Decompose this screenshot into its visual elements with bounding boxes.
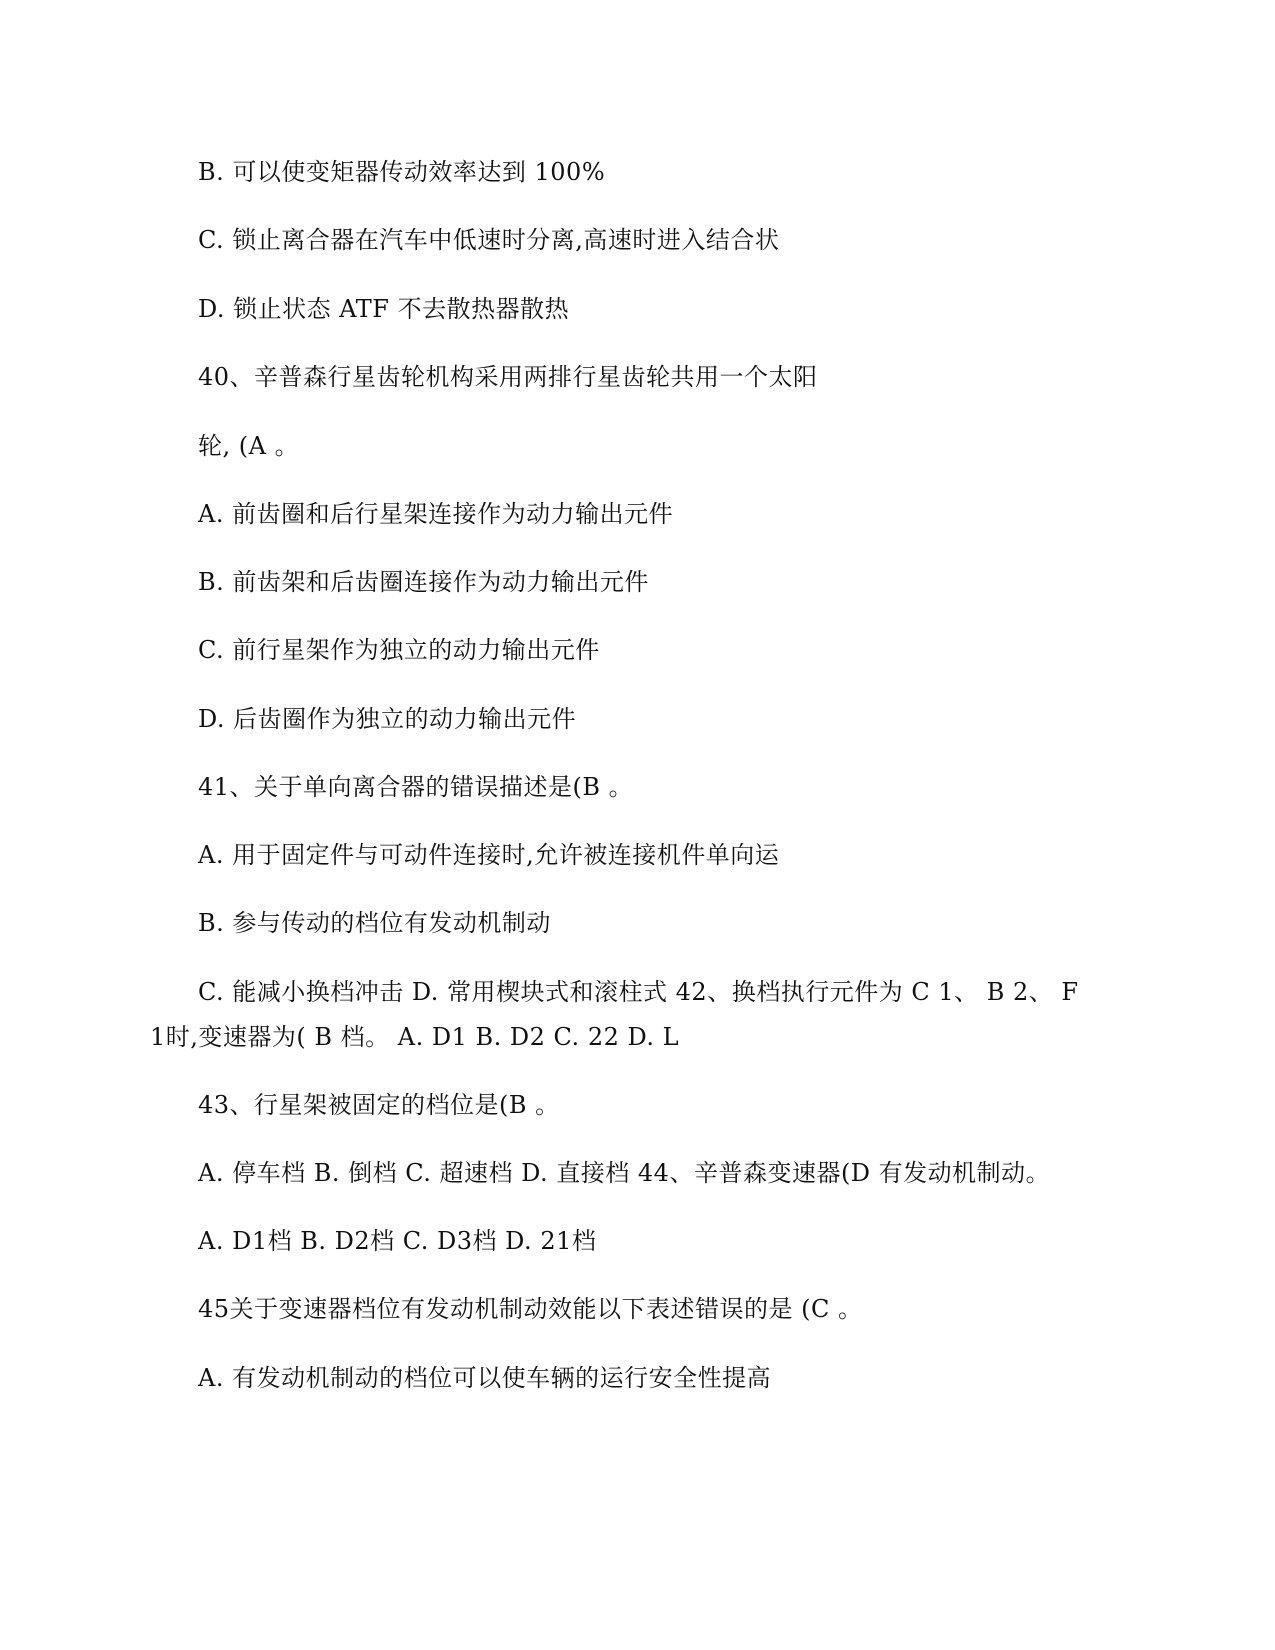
option-b-40: B. 前齿架和后齿圈连接作为动力输出元件 <box>198 568 649 596</box>
option-d-40: D. 后齿圈作为独立的动力输出元件 <box>198 705 577 733</box>
options-44: A. D1档 B. D2档 C. D3档 D. 21档 <box>198 1227 597 1255</box>
options-43-question-44: A. 停车档 B. 倒档 C. 超速档 D. 直接档 44、辛普森变速器(D 有发动机制动。 <box>198 1159 1051 1187</box>
option-c-40: C. 前行星架作为独立的动力输出元件 <box>198 636 600 664</box>
option-d-39: D. 锁止状态 ATF 不去散热器散热 <box>198 295 570 323</box>
option-b-39: B. 可以使变矩器传动效率达到 100% <box>198 158 606 186</box>
question-41: 41、关于单向离合器的错误描述是(B 。 <box>198 773 634 801</box>
option-cd-41-question-42: C. 能减小换档冲击 D. 常用楔块式和滚柱式 42、换档执行元件为 C 1、 B 2、 F <box>198 978 1079 1006</box>
question-40-cont: 轮, (A 。 <box>198 432 300 460</box>
question-43: 43、行星架被固定的档位是(B 。 <box>198 1091 560 1119</box>
option-a-41: A. 用于固定件与可动件连接时,允许被连接机件单向运 <box>198 841 780 869</box>
option-c-39: C. 锁止离合器在汽车中低速时分离,高速时进入结合状 <box>198 226 780 254</box>
option-a-40: A. 前齿圈和后行星架连接作为动力输出元件 <box>198 500 674 528</box>
question-45: 45关于变速器档位有发动机制动效能以下表述错误的是 (C 。 <box>198 1295 863 1323</box>
option-b-41: B. 参与传动的档位有发动机制动 <box>198 909 551 937</box>
question-42-cont: 1时,变速器为( B 档。 A. D1 B. D2 C. 22 D. L <box>150 1023 680 1051</box>
question-40: 40、辛普森行星齿轮机构采用两排行星齿轮共用一个太阳 <box>198 363 818 391</box>
option-a-45: A. 有发动机制动的档位可以使车辆的运行安全性提高 <box>198 1364 772 1392</box>
